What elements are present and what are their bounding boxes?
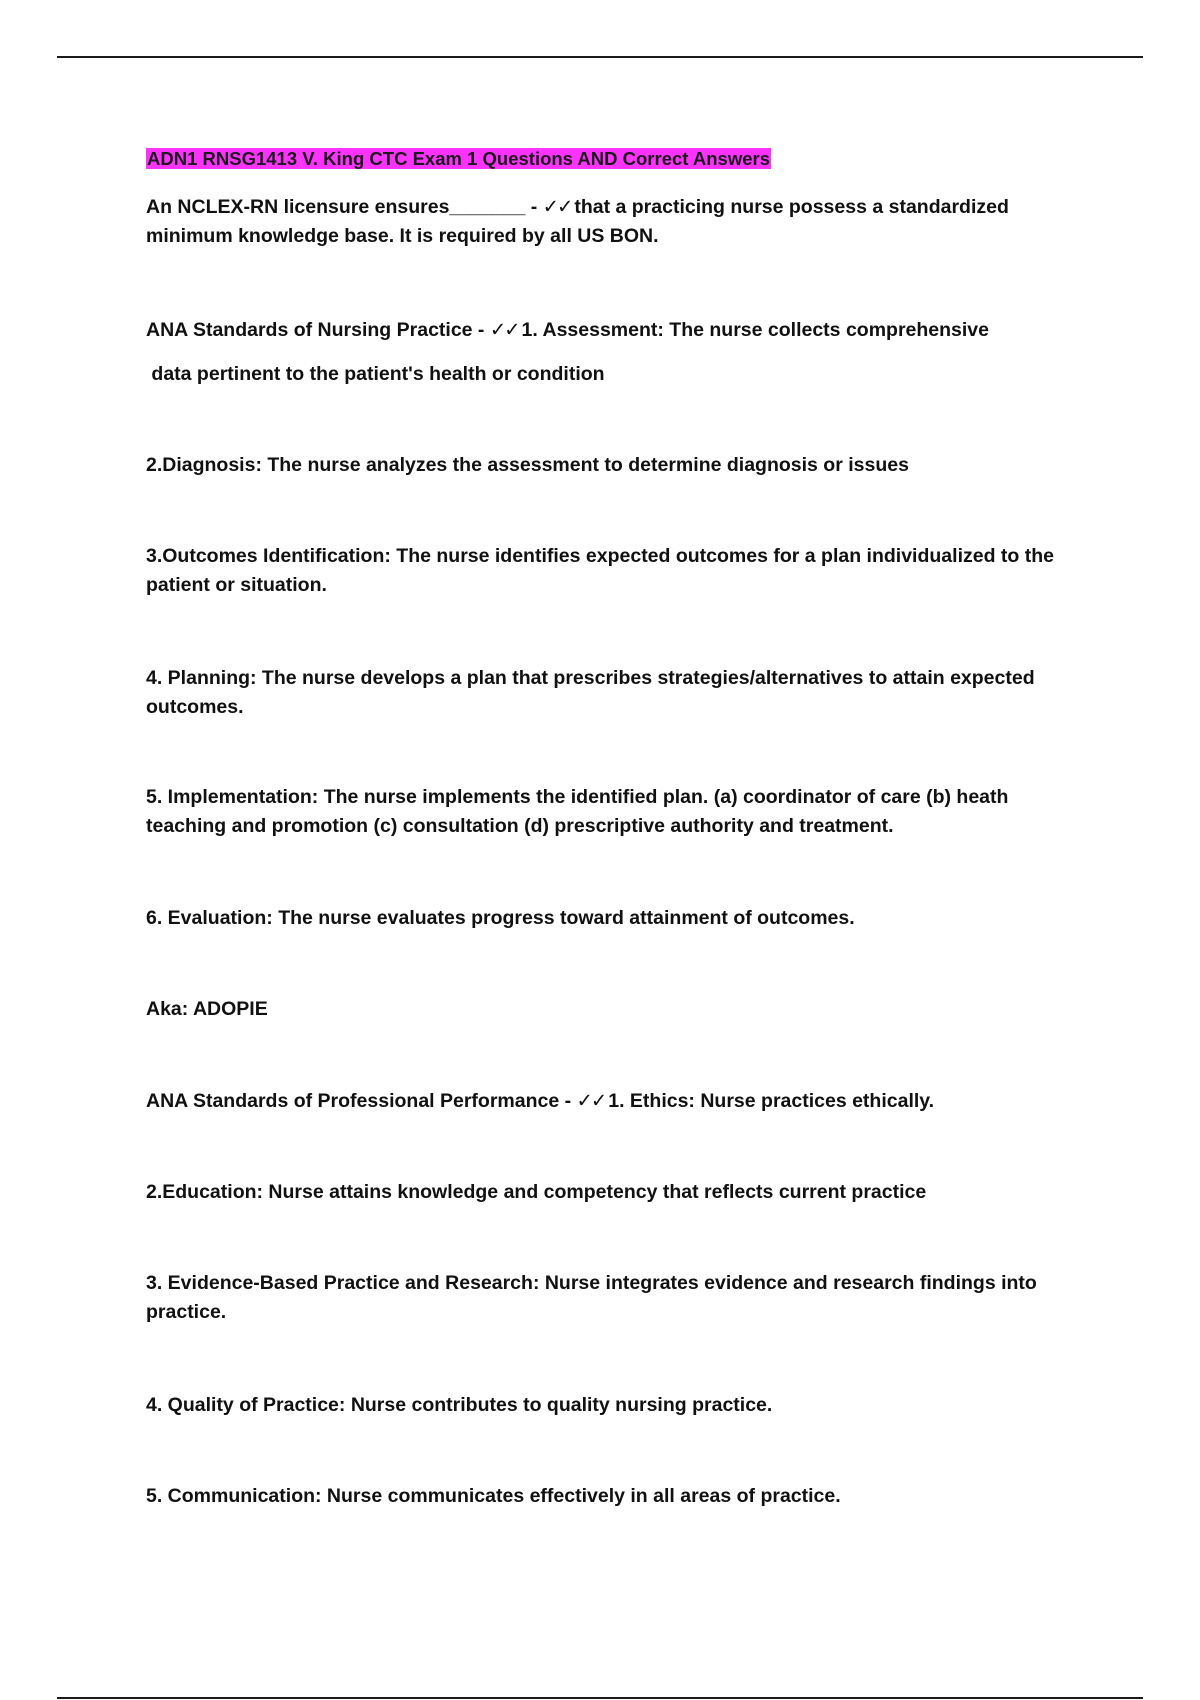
question-text: ANA Standards of Professional Performance -: [146, 1090, 577, 1112]
answer-text: 1. Ethics: Nurse practices ethically.: [608, 1090, 935, 1112]
top-rule: [57, 56, 1143, 58]
answer-text: that a practicing nurse possess a standardized minimum knowledge base. It is required by all US BON.: [146, 196, 1015, 247]
double-check-icon: ✓✓: [542, 196, 572, 218]
list-item: 5. Implementation: The nurse implements the identified plan. (a) coordinator of care (b) heath teaching and promotion (c) consultation (d) prescriptive authority and treatment.: [146, 786, 1014, 837]
answer-continuation: data pertinent to the patient's health or condition: [146, 363, 605, 385]
document-title: [146, 144, 1076, 173]
title-highlight: ADN1 RNSG1413 V. King CTC Exam 1 Questions AND Correct Answers: [147, 148, 771, 169]
list-item: 5. Communication: Nurse communicates effectively in all areas of practice.: [146, 1485, 841, 1507]
list-item: 3.Outcomes Identification: The nurse identifies expected outcomes for a plan individualized to the patient or situation.: [146, 545, 1060, 596]
question-nclex: [146, 193, 1076, 251]
bottom-rule: [57, 1697, 1143, 1699]
answer-text: 1. Assessment: The nurse collects comprehensive: [521, 319, 989, 341]
question-ana-performance: [146, 1087, 1076, 1116]
question-text: ANA Standards of Nursing Practice -: [146, 319, 490, 341]
double-check-icon: ✓✓: [576, 1090, 606, 1112]
list-item: 4. Quality of Practice: Nurse contributes to quality nursing practice.: [146, 1394, 773, 1416]
list-item: 3. Evidence-Based Practice and Research: Nurse integrates evidence and research findings into practice.: [146, 1272, 1043, 1323]
list-item: 4. Planning: The nurse develops a plan that prescribes strategies/alternatives to attain expected outcomes.: [146, 667, 1041, 718]
question-ana-practice: [146, 316, 1076, 345]
double-check-icon: ✓✓: [489, 319, 519, 341]
aka-line: Aka: ADOPIE: [146, 998, 268, 1020]
list-item: 2.Education: Nurse attains knowledge and competency that reflects current practice: [146, 1181, 927, 1203]
question-text: An NCLEX-RN licensure ensures_______ -: [146, 196, 543, 218]
list-item: 6. Evaluation: The nurse evaluates progress toward attainment of outcomes.: [146, 907, 855, 929]
list-item: 2.Diagnosis: The nurse analyzes the assessment to determine diagnosis or issues: [146, 454, 909, 476]
